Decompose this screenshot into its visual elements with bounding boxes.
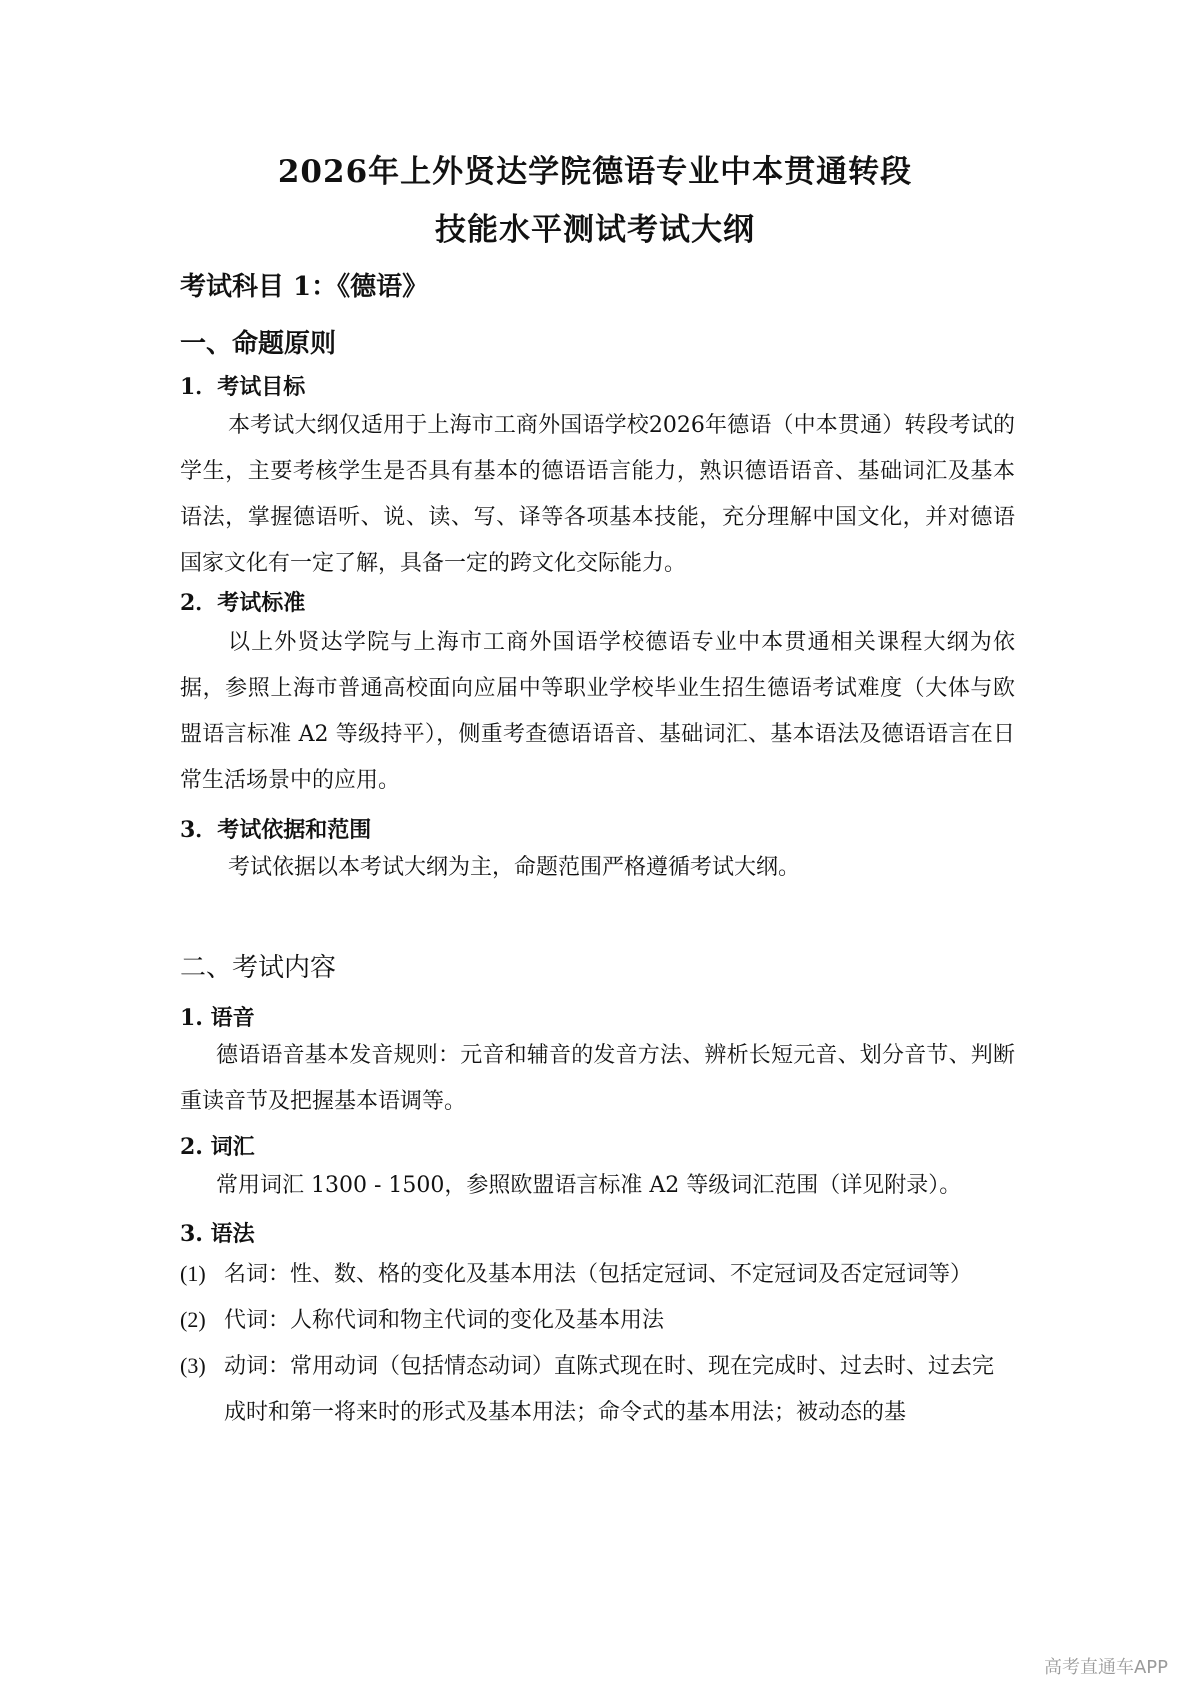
grammar-heading: 3. 语法 — [180, 1221, 255, 1247]
grammar-item-1 — [180, 1251, 1015, 1298]
grammar-item-text: 名词：性、数、格的变化及基本用法（包括定冠词、不定冠词及否定冠词等） — [224, 1262, 973, 1287]
vocabulary-text: 常用词汇 1300 - 1500，参照欧盟语言标准 A2 等级词汇范围（详见附录）。 — [216, 1173, 962, 1198]
grammar-item-text: 代词：人称代词和物主代词的变化及基本用法 — [224, 1308, 665, 1333]
section-2-heading: 二、考试内容 — [180, 953, 337, 983]
item-1-heading: 1．考试目标 — [180, 374, 306, 400]
app-watermark: 高考直通车APP — [1043, 1657, 1168, 1678]
item-2-text: 以上外贤达学院与上海市工商外国语学校德语专业中本贯通相关课程大纲为依据，参照上海市普通高校面向应届中等职业学校毕业生招生德语考试难度（大体与欧盟语言标准 A2 等级持平），侧重考查德语语音、基础词汇、基本语法及德语语言在日常生活场景中的应用。 — [180, 630, 1015, 793]
grammar-item-text: 动词：常用动词（包括情态动词）直陈式现在时、现在完成时、过去时、过去完成时和第一将来时的形式及基本用法；命令式的基本用法；被动态的基 — [224, 1354, 995, 1425]
item-3-heading: 3．考试依据和范围 — [180, 817, 372, 843]
item-2-heading: 2．考试标准 — [180, 590, 306, 616]
grammar-item-number: (3) — [180, 1353, 206, 1378]
section-1-heading: 一、命题原则 — [180, 329, 337, 359]
title-line-1: 2026年上外贤达学院德语专业中本贯通转段 — [277, 154, 913, 190]
grammar-item-2 — [180, 1297, 1015, 1344]
grammar-item-number: (1) — [180, 1261, 206, 1286]
title-line-2: 技能水平测试考试大纲 — [435, 212, 755, 248]
vocabulary-heading: 2. 词汇 — [180, 1134, 255, 1160]
grammar-item-3 — [180, 1343, 1015, 1436]
exam-subject: 考试科目 1：《德语》 — [180, 272, 429, 302]
grammar-item-number: (2) — [180, 1307, 206, 1332]
item-1-text: 本考试大纲仅适用于上海市工商外国语学校2026年德语（中本贯通）转段考试的学生，主要考核学生是否具有基本的德语语言能力，熟识德语语音、基础词汇及基本语法，掌握德语听、说、读、写、译等各项基本技能，充分理解中国文化，并对德语国家文化有一定了解，具备一定的跨文化交际能力。 — [180, 413, 1015, 576]
item-3-text: 考试依据以本考试大纲为主，命题范围严格遵循考试大纲。 — [228, 855, 801, 880]
phonetics-heading: 1. 语音 — [180, 1005, 255, 1031]
phonetics-text: 德语语音基本发音规则：元音和辅音的发音方法、辨析长短元音、划分音节、判断重读音节及把握基本语调等。 — [180, 1043, 1015, 1114]
